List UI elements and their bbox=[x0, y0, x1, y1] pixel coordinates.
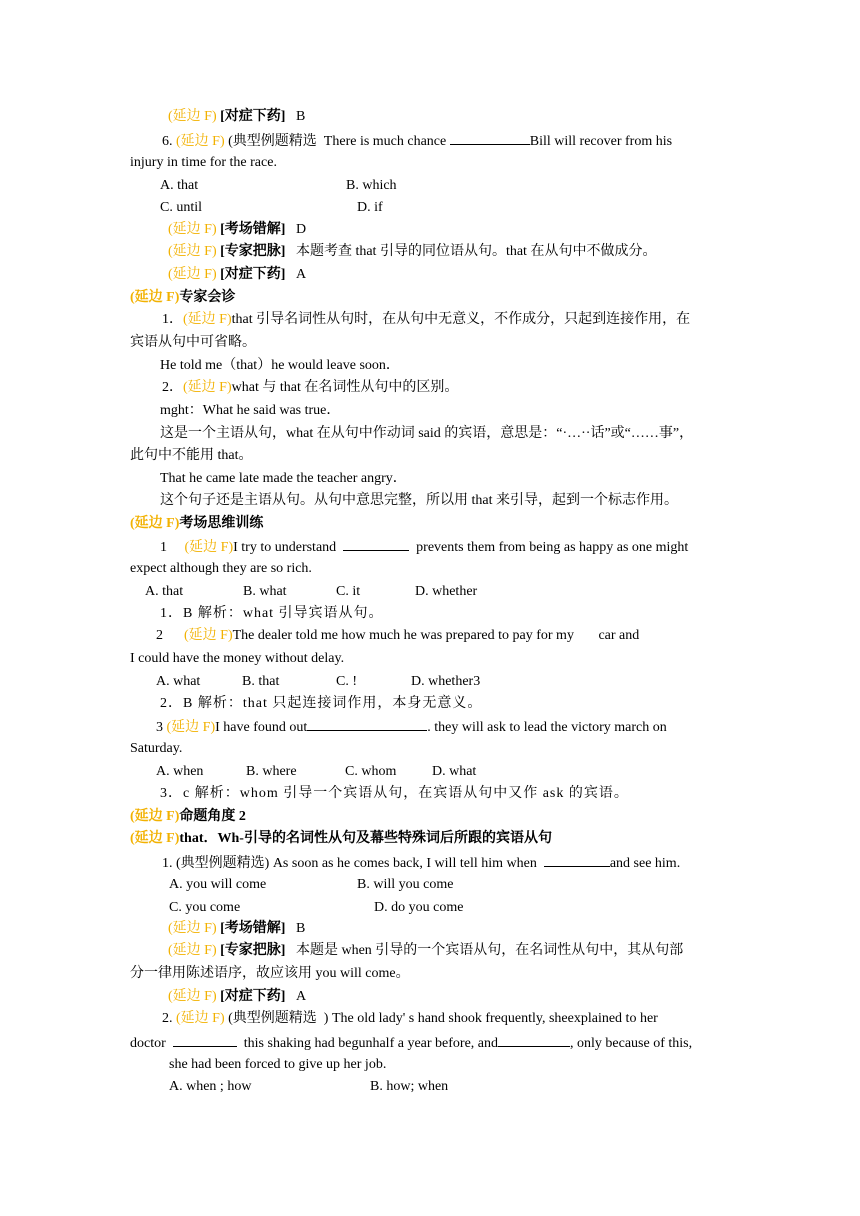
training-2-cont: I could have the money without delay. bbox=[130, 651, 345, 666]
blank bbox=[343, 537, 409, 551]
item-number: 3 bbox=[156, 720, 163, 735]
blank bbox=[173, 1033, 237, 1047]
source-tag: (延边 F) bbox=[168, 989, 217, 1004]
question-number: 2. bbox=[162, 1011, 173, 1026]
example-2: mght：What he said was true． bbox=[160, 403, 341, 418]
e1-option-d: D. do you come bbox=[374, 900, 464, 915]
training-3-opt-c: C. whom bbox=[345, 764, 397, 779]
e1-expert bbox=[168, 942, 683, 960]
training-2-opt-d: D. whether3 bbox=[411, 674, 481, 689]
source-tag: (延边 F) bbox=[184, 628, 233, 643]
label-remedy: [对症下药] bbox=[220, 109, 286, 124]
training-3 bbox=[156, 717, 667, 737]
training-2-opt-c: C. ! bbox=[336, 674, 357, 689]
question-number: 6. bbox=[162, 134, 173, 149]
answer: B bbox=[295, 109, 306, 124]
explanation-3: 这个句子还是主语从句。从句中意思完整，所以用 that 来引导，起到一个标志作用。 bbox=[160, 493, 678, 508]
blank bbox=[450, 131, 530, 145]
explanation-2: 这是一个主语从句，what 在从句中作动词 said 的宾语，意思是：“·…··话”或“……事”， bbox=[160, 426, 694, 441]
question-source: (典型例题精选 bbox=[228, 134, 317, 149]
answer: B bbox=[295, 921, 306, 936]
training-3-opt-b: B. where bbox=[246, 764, 297, 779]
section-heading bbox=[130, 830, 552, 848]
e1-option-c: C. you come bbox=[169, 900, 241, 915]
training-1-opt-c: C. it bbox=[336, 584, 361, 599]
source-tag: (延边 F) bbox=[168, 267, 217, 282]
source-tag: (延边 F) bbox=[130, 290, 180, 305]
e1-option-b: B. will you come bbox=[357, 877, 454, 892]
label-remedy: [对症下药] bbox=[220, 267, 286, 282]
section-heading bbox=[130, 808, 246, 826]
blank bbox=[544, 853, 610, 867]
e1-wrong-answer bbox=[168, 920, 305, 938]
item-number: 2 bbox=[156, 628, 163, 643]
question-text: doctor bbox=[130, 1036, 166, 1051]
source-tag: (延边 F) bbox=[130, 516, 180, 531]
example-question-1 bbox=[162, 853, 680, 873]
e2-option-b: B. how; when bbox=[370, 1079, 449, 1094]
expert-text: 本题考查 that 引导的同位语从句。that 在从句中不做成分。 bbox=[295, 244, 657, 259]
example-question-2-cont2: she had been forced to give up her job. bbox=[169, 1057, 387, 1072]
e1-option-a: A. you will come bbox=[169, 877, 267, 892]
source-tag: (延边 F) bbox=[168, 943, 217, 958]
option-d: D. if bbox=[357, 200, 383, 215]
question-text: this shaking had begunhalf a year before, and bbox=[243, 1036, 499, 1051]
training-3-opt-d: D. what bbox=[432, 764, 477, 779]
training-1 bbox=[160, 537, 688, 557]
example-1: He told me（that）he would leave soon． bbox=[160, 358, 400, 373]
question-6-cont: injury in time for the race. bbox=[130, 155, 277, 170]
question-text: , only because of this, bbox=[570, 1036, 693, 1051]
label-wrong: [考场错解] bbox=[220, 921, 286, 936]
training-3-opt-a: A. when bbox=[156, 764, 204, 779]
training-2-opt-b: B. that bbox=[242, 674, 280, 689]
e1-expert-cont: 分一律用陈述语序，故应该用 you will come。 bbox=[130, 966, 410, 981]
heading-text: 命题角度 2 bbox=[179, 809, 246, 824]
training-2-opt-a: A. what bbox=[156, 674, 201, 689]
question-text: and see him. bbox=[609, 856, 681, 871]
point-number: 1． bbox=[162, 312, 183, 327]
example-question-2 bbox=[162, 1010, 658, 1028]
label-wrong: [考场错解] bbox=[220, 222, 286, 237]
heading-text: 专家会诊 bbox=[179, 290, 236, 305]
source-tag: (延边 F) bbox=[168, 244, 217, 259]
answer: D bbox=[295, 222, 307, 237]
heading-text: 考场思维训练 bbox=[179, 516, 264, 531]
label-expert: [专家把脉] bbox=[220, 943, 286, 958]
line-remedy bbox=[168, 266, 306, 284]
question-text: ) The old lady' s hand shook frequently, sheexplained to her bbox=[323, 1011, 658, 1026]
training-2 bbox=[156, 627, 639, 645]
training-1-opt-d: D. whether bbox=[415, 584, 478, 599]
section-heading bbox=[130, 289, 235, 307]
heading-text: that．Wh-引导的名词性从句及幕些特殊词后所跟的宾语从句 bbox=[179, 831, 552, 846]
blank bbox=[307, 717, 427, 731]
source-tag: (延边 F) bbox=[168, 109, 217, 124]
source-tag: (延边 F) bbox=[166, 720, 216, 735]
explanation-2-cont: 此句中不能用 that。 bbox=[130, 448, 253, 463]
question-source: (典型例题精选 bbox=[228, 1011, 317, 1026]
point-2 bbox=[162, 379, 458, 397]
option-b: B. which bbox=[346, 178, 397, 193]
question-text: Bill will recover from his bbox=[529, 134, 673, 149]
item-text: I have found out bbox=[215, 720, 308, 735]
item-text: prevents them from being as happy as one might bbox=[416, 540, 689, 555]
item-number: 1 bbox=[160, 540, 167, 555]
source-tag: (延边 F) bbox=[168, 222, 217, 237]
section-heading bbox=[130, 515, 263, 533]
point-number: 2． bbox=[162, 380, 183, 395]
line-answer-1 bbox=[168, 108, 305, 126]
item-text: . they will ask to lead the victory march on bbox=[427, 720, 667, 735]
source-tag: (延边 F) bbox=[183, 312, 232, 327]
source-tag: (延边 F) bbox=[130, 809, 180, 824]
item-text: I try to understand bbox=[233, 540, 337, 555]
source-tag: (延边 F) bbox=[184, 540, 234, 555]
item-text: car and bbox=[598, 628, 640, 643]
example-3: That he came late made the teacher angry． bbox=[160, 471, 407, 486]
training-2-answer: 2．B 解析：that 只起连接词作用，本身无意义。 bbox=[160, 696, 483, 711]
option-a: A. that bbox=[160, 178, 199, 193]
point-text: that 引导名词性从句时，在从句中无意义，不作成分，只起到连接作用，在 bbox=[231, 312, 691, 327]
answer: A bbox=[295, 989, 307, 1004]
e1-remedy bbox=[168, 988, 306, 1006]
source-tag: (延边 F) bbox=[176, 1011, 225, 1026]
source-tag: (延边 F) bbox=[168, 921, 217, 936]
source-tag: (延边 F) bbox=[183, 380, 232, 395]
training-3-answer: 3．c 解析：whom 引导一个宾语从句，在宾语从句中又作 ask 的宾语。 bbox=[160, 786, 629, 801]
item-text: The dealer told me how much he was prepared to pay for my bbox=[232, 628, 574, 643]
training-1-opt-b: B. what bbox=[243, 584, 287, 599]
training-1-opt-a: A. that bbox=[145, 584, 184, 599]
blank bbox=[498, 1033, 570, 1047]
training-1-cont: expect although they are so rich. bbox=[130, 561, 312, 576]
training-3-cont: Saturday. bbox=[130, 741, 183, 756]
expert-text: 本题是 when 引导的一个宾语从句，在名词性从句中，其从句部 bbox=[295, 943, 684, 958]
option-c: C. until bbox=[160, 200, 203, 215]
line-wrong-answer bbox=[168, 221, 306, 239]
point-1-cont: 宾语从句中可省略。 bbox=[130, 335, 256, 350]
source-tag: (延边 F) bbox=[130, 831, 180, 846]
line-expert bbox=[168, 243, 656, 261]
source-tag: (延边 F) bbox=[176, 134, 225, 149]
training-1-answer: 1．B 解析：what 引导宾语从句。 bbox=[160, 606, 384, 621]
point-text: what 与 that 在名词性从句中的区别。 bbox=[231, 380, 459, 395]
question-text: There is much chance bbox=[323, 134, 447, 149]
e2-option-a: A. when ; how bbox=[169, 1079, 252, 1094]
answer: A bbox=[295, 267, 307, 282]
question-text: 1. (典型例题精选) As soon as he comes back, I will tell him when bbox=[162, 856, 537, 871]
label-remedy: [对症下药] bbox=[220, 989, 286, 1004]
example-question-2-cont bbox=[130, 1033, 692, 1053]
point-1 bbox=[162, 311, 690, 329]
question-6 bbox=[162, 131, 672, 151]
label-expert: [专家把脉] bbox=[220, 244, 286, 259]
